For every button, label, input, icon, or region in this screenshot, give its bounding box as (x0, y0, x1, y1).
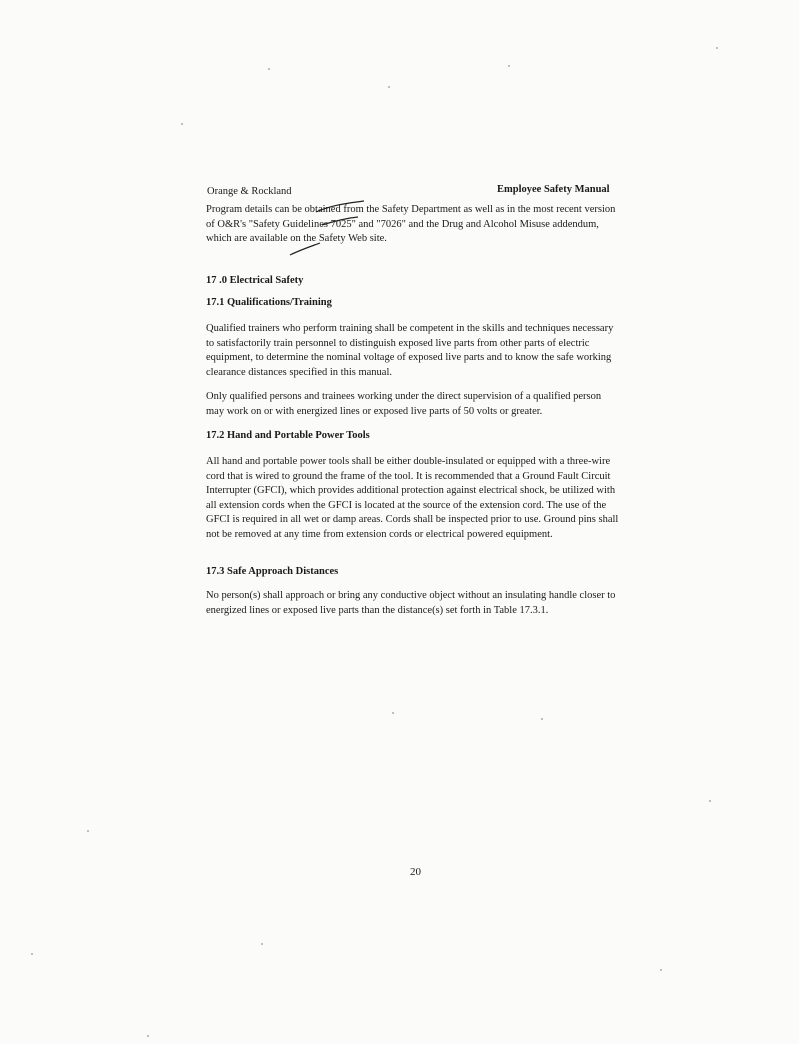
section-17-1-heading: 17.1 Qualifications/Training (206, 297, 332, 308)
scan-speck (541, 718, 543, 720)
scan-speck (181, 123, 183, 125)
scan-speck (268, 68, 270, 70)
section-17-2-heading: 17.2 Hand and Portable Power Tools (206, 430, 370, 441)
section-17-1-paragraph-1: Qualified trainers who perform training shall be competent in the skills and techniques necessary to satisfactorily train personnel to distinguish exposed live parts from other parts of electric equipment, to determine the nominal voltage of exposed live parts and to know the safe working clearance distances specified in this manual. (206, 323, 614, 378)
section-17-heading: 17 .0 Electrical Safety (206, 275, 304, 286)
section-17-3-paragraph: No person(s) shall approach or bring any conductive object without an insulating handle closer to energized lines or exposed live parts than the distance(s) set forth in Table 17.3.1. (206, 590, 616, 616)
scan-speck (87, 830, 89, 832)
page-number: 20 (410, 866, 421, 878)
scan-speck (261, 943, 263, 945)
intro-paragraph: Program details can be obtained from the Safety Department as well as in the most recent version of O&R's "Safety Guidelines 7025" and "7026" and the Drug and Alcohol Misuse addendum, which are available on the Safety Web site. (206, 204, 616, 244)
scan-speck (508, 65, 510, 67)
scan-speck (388, 86, 390, 88)
scan-speck (31, 953, 33, 955)
scan-speck (147, 1035, 149, 1037)
section-17-3-heading: 17.3 Safe Approach Distances (206, 566, 339, 577)
scan-speck (709, 800, 711, 802)
scan-speck (392, 712, 394, 714)
manual-title: Employee Safety Manual (497, 184, 610, 195)
scan-speck (716, 47, 718, 49)
company-name: Orange & Rockland (207, 186, 292, 197)
section-17-1-paragraph-2: Only qualified persons and trainees working under the direct supervision of a qualified person may work on or with energized lines or exposed live parts of 50 volts or greater. (206, 391, 602, 417)
scan-speck (660, 969, 662, 971)
section-17-2-paragraph: All hand and portable power tools shall be either double-insulated or equipped with a three-wire cord that is wired to ground the frame of the tool. It is recommended that a Ground Fault Circuit Interrupter (GFCI), which provides additional protection against electrical shock, be utilized with all extension cords when the GFCI is located at the source of the extension cord. The use of the GFCI is required in all wet or damp areas. Cords shall be inspected prior to use. Ground pins shall not be removed at any time from extension cords or electrical powered equipment. (206, 456, 619, 540)
